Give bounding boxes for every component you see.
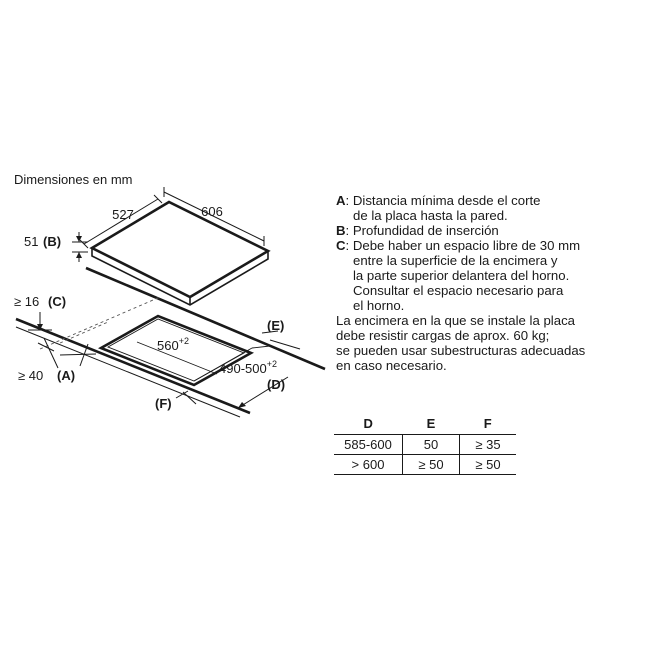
legend-notes (336, 193, 636, 373)
note-c-line1: : Debe haber un espacio libre de 30 mm (345, 238, 581, 253)
hob-depth-label: 527 (112, 207, 134, 222)
wall-distance-label: ≥ 16 (14, 294, 40, 309)
table-header-d: D (363, 416, 373, 431)
table-cell: ≥ 50 (403, 455, 460, 475)
table-cell: > 600 (334, 455, 403, 475)
cutout-depth-label (219, 359, 277, 376)
note-b (336, 223, 636, 238)
cutout-depth-value: 490-500 (219, 361, 267, 376)
note-a-key: A (336, 193, 346, 208)
note-c-line4: Consultar el espacio necesario para (353, 283, 564, 298)
note-b-key: B (336, 223, 346, 238)
table-cell: 50 (403, 435, 460, 455)
insertion-depth-label: 51 (24, 234, 39, 249)
table-header-e: E (426, 416, 436, 431)
table-header-f: F (483, 416, 492, 431)
table-row (334, 435, 516, 455)
note-c-key: C (336, 238, 346, 253)
load-note-line1: La encimera en la que se instale la placa (336, 313, 575, 328)
table-cell: ≥ 50 (460, 455, 517, 475)
note-a-line1: : Distancia mínima desde el corte (345, 193, 541, 208)
cutout-width-value: 560 (157, 338, 179, 353)
insertion-depth-tag: (B) (43, 234, 62, 249)
tag-f: (F) (155, 396, 172, 411)
dimension-table (334, 414, 516, 475)
diagram-title: Dimensiones en mm (14, 172, 133, 187)
tag-d: (D) (267, 377, 286, 392)
note-c-line3: la parte superior delantera del horno. (353, 268, 570, 283)
load-note-line3: se pueden usar subestructuras adecuadas (336, 343, 586, 358)
hob-drawing (72, 187, 268, 305)
table-header-row (334, 414, 516, 435)
cutout-width-tolerance: +2 (178, 336, 189, 346)
load-note-line2: debe resistir cargas de aprox. 60 kg; (336, 328, 550, 343)
note-a (336, 193, 636, 208)
note-c (336, 238, 636, 253)
tag-e: (E) (267, 318, 285, 333)
note-c-line2: entre la superficie de la encimera y (353, 253, 558, 268)
front-distance-tag: (A) (57, 368, 76, 383)
table-row (334, 455, 516, 475)
table-cell: 585-600 (334, 435, 403, 455)
load-note-line4: en caso necesario. (336, 358, 447, 373)
hob-width-label: 606 (201, 204, 223, 219)
table-cell: ≥ 35 (460, 435, 517, 455)
note-a-line2: de la placa hasta la pared. (353, 208, 508, 223)
wall-distance-tag: (C) (48, 294, 67, 309)
front-distance-label: ≥ 40 (18, 368, 44, 383)
note-c-line5: el horno. (353, 298, 405, 313)
note-b-line1: : Profundidad de inserción (345, 223, 499, 238)
cutout-depth-tolerance: +2 (266, 359, 277, 369)
